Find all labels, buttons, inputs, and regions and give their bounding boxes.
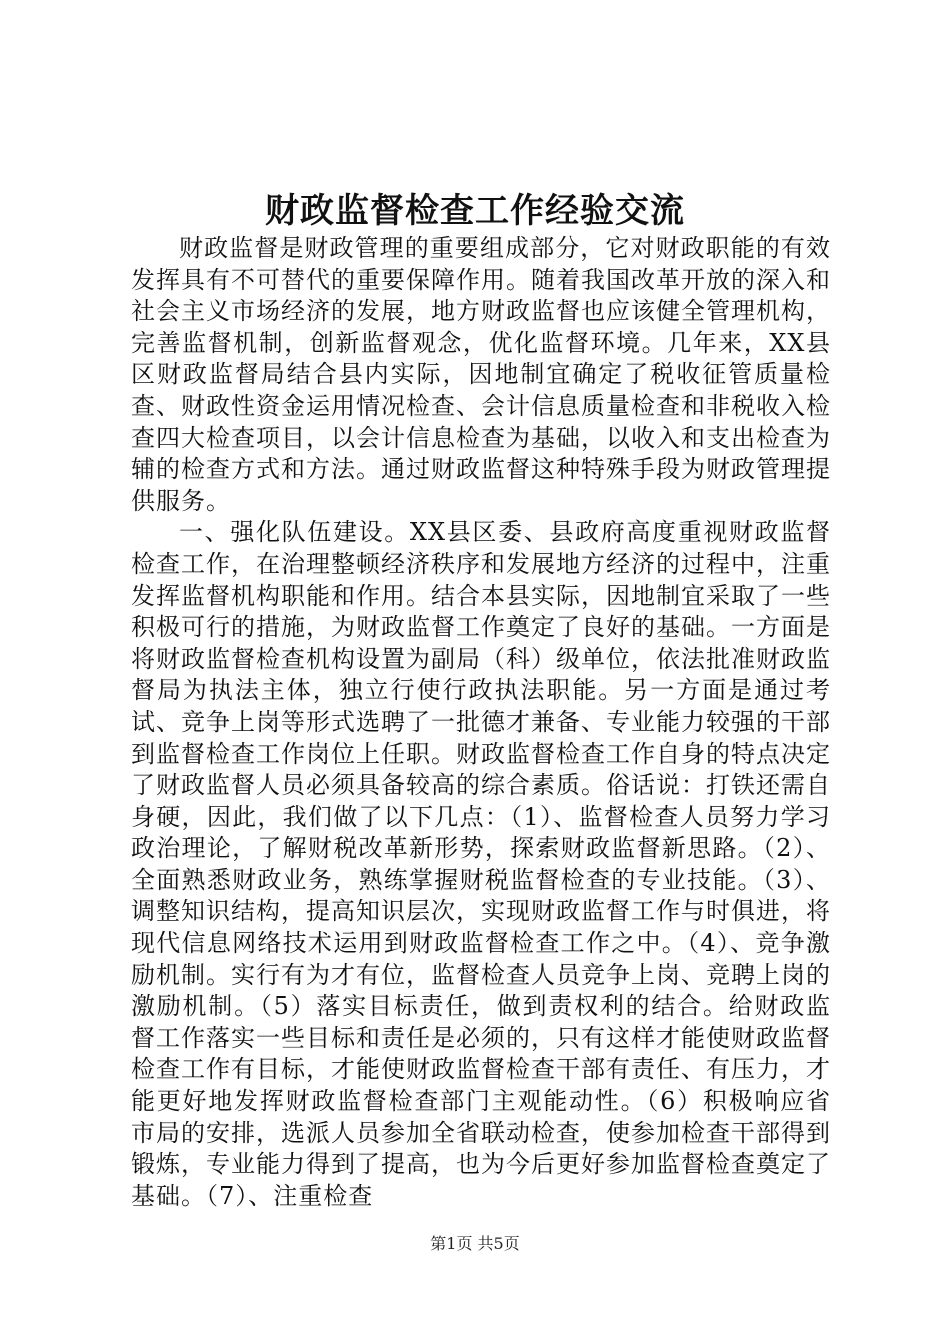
document-title: 财政监督检查工作经验交流 <box>265 191 685 231</box>
paragraph-section-one: 一、强化队伍建设。XX县区委、县政府高度重视财政监督检查工作，在治理整顿经济秩序和发展地方经济的过程中，注重发挥监督机构职能和作用。结合本县实际，因地制宜采取了一些积极可行的措施，为财政监督工作奠定了良好的基础。一方面是将财政监督检查机构设置为副局（科）级单位，依法批准财政监督局为执法主体，独立行使行政执法职能。另一方面是通过考试、竞争上岗等形式选聘了一批德才兼备、专业能力较强的干部到监督检查工作岗位上任职。财政监督检查工作自身的特点决定了财政监督人员必须具备较高的综合素质。俗话说：打铁还需自身硬，因此，我们做了以下几点：（1）、监督检查人员努力学习政治理论，了解财税改革新形势，探索财政监督新思路。（2）、全面熟悉财政业务，熟练掌握财税监督检查的专业技能。（3）、调整知识结构，提高知识层次，实现财政监督工作与时俱进，将现代信息网络技术运用到财政监督检查工作之中。（4）、竞争激励机制。实行有为才有位，监督检查人员竞争上岗、竞聘上岗的激励机制。（5）落实目标责任，做到责权利的结合。给财政监督工作落实一些目标和责任是必须的，只有这样才能使财政监督检查工作有目标，才能使财政监督检查干部有责任、有压力，才能更好地发挥财政监督检查部门主观能动性。（6）积极响应省市局的安排，选派人员参加全省联动检查，使参加检查干部得到锻炼，专业能力得到了提高，也为今后更好参加监督检查奠定了基础。（7）、注重检查 <box>131 518 831 1210</box>
document-body <box>131 233 831 1212</box>
page-footer: 第1页 共5页 <box>430 1234 520 1253</box>
paragraph-intro: 财政监督是财政管理的重要组成部分，它对财政职能的有效发挥具有不可替代的重要保障作用。随着我国改革开放的深入和社会主义市场经济的发展，地方财政监督也应该健全管理机构，完善监督机制，创新监督观念，优化监督环境。几年来，XX县区财政监督局结合县内实际，因地制宜确定了税收征管质量检查、财政性资金运用情况检查、会计信息质量检查和非税收入检查四大检查项目，以会计信息检查为基础，以收入和支出检查为辅的检查方式和方法。通过财政监督这种特殊手段为财政管理提供服务。 <box>131 234 831 515</box>
